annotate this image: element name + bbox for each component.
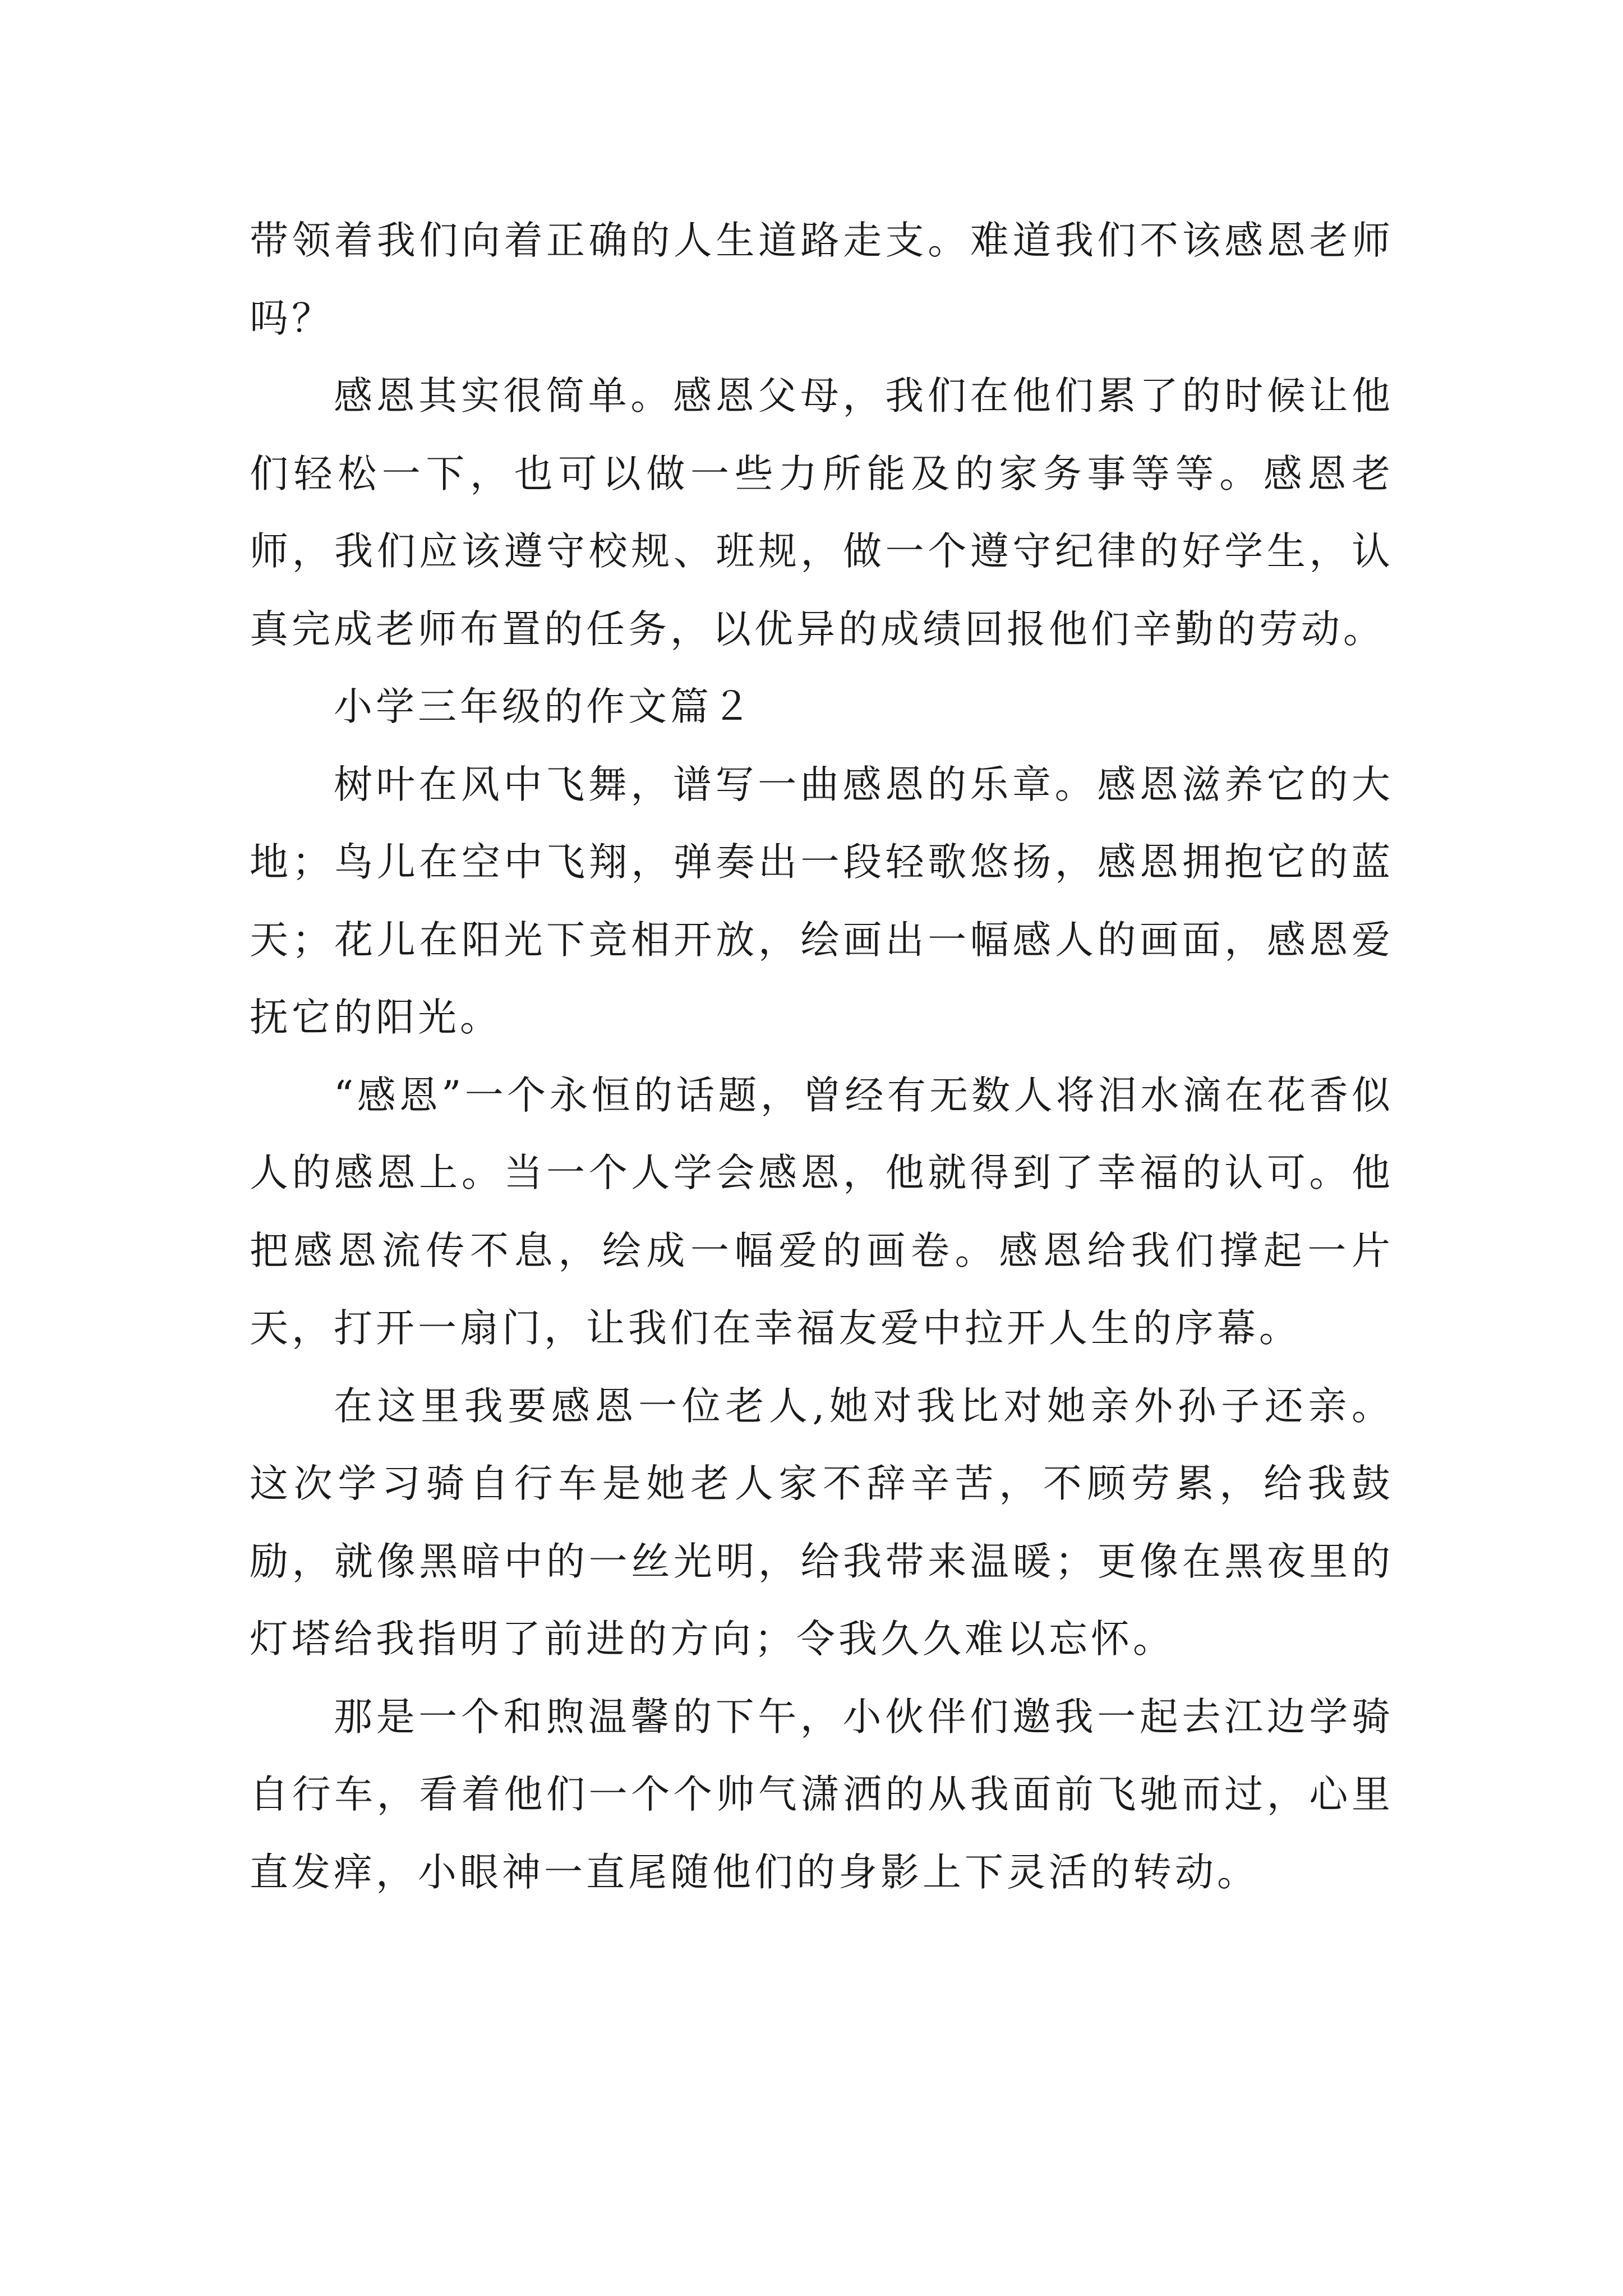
document-body	[250, 202, 1394, 1911]
paragraph-2: 感恩其实很简单。感恩父母，我们在他们累了的时候让他们轻松一下，也可以做一些力所能及的家务事等等。感恩老师，我们应该遵守校规、班规，做一个遵守纪律的好学生，认真完成老师布置的任务，以优异的成绩回报他们辛勤的劳动。	[250, 374, 1394, 652]
paragraph-5: 在这里我要感恩一位老人,她对我比对她亲外孙子还亲。这次学习骑自行车是她老人家不辞辛苦，不顾劳累，给我鼓励，就像黑暗中的一丝光明，给我带来温暖；更像在黑夜里的灯塔给我指明了前进的方向；令我久久难以忘怀。	[250, 1383, 1394, 1662]
paragraph-4: “感恩”一个永恒的话题，曾经有无数人将泪水滴在花香似人的感恩上。当一个人学会感恩，他就得到了幸福的认可。他把感恩流传不息，绘成一幅爱的画卷。感恩给我们撑起一片天，打开一扇门，让我们在幸福友爱中拉开人生的序幕。	[250, 1073, 1394, 1351]
paragraph-1: 带领着我们向着正确的人生道路走支。难道我们不该感恩老师吗？	[250, 218, 1394, 341]
paragraph-6: 那是一个和煦温馨的下午，小伙伴们邀我一起去江边学骑自行车，看着他们一个个帅气潇洒的从我面前飞驰而过，心里直发痒，小眼神一直尾随他们的身影上下灵活的转动。	[250, 1694, 1394, 1895]
paragraph-3: 树叶在风中飞舞，谱写一曲感恩的乐章。感恩滋养它的大地；鸟儿在空中飞翔，弹奏出一段轻歌悠扬，感恩拥抱它的蓝天；花儿在阳光下竞相开放，绘画出一幅感人的画面，感恩爱抚它的阳光。	[250, 762, 1394, 1040]
section-heading: 小学三年级的作文篇２	[334, 684, 754, 729]
